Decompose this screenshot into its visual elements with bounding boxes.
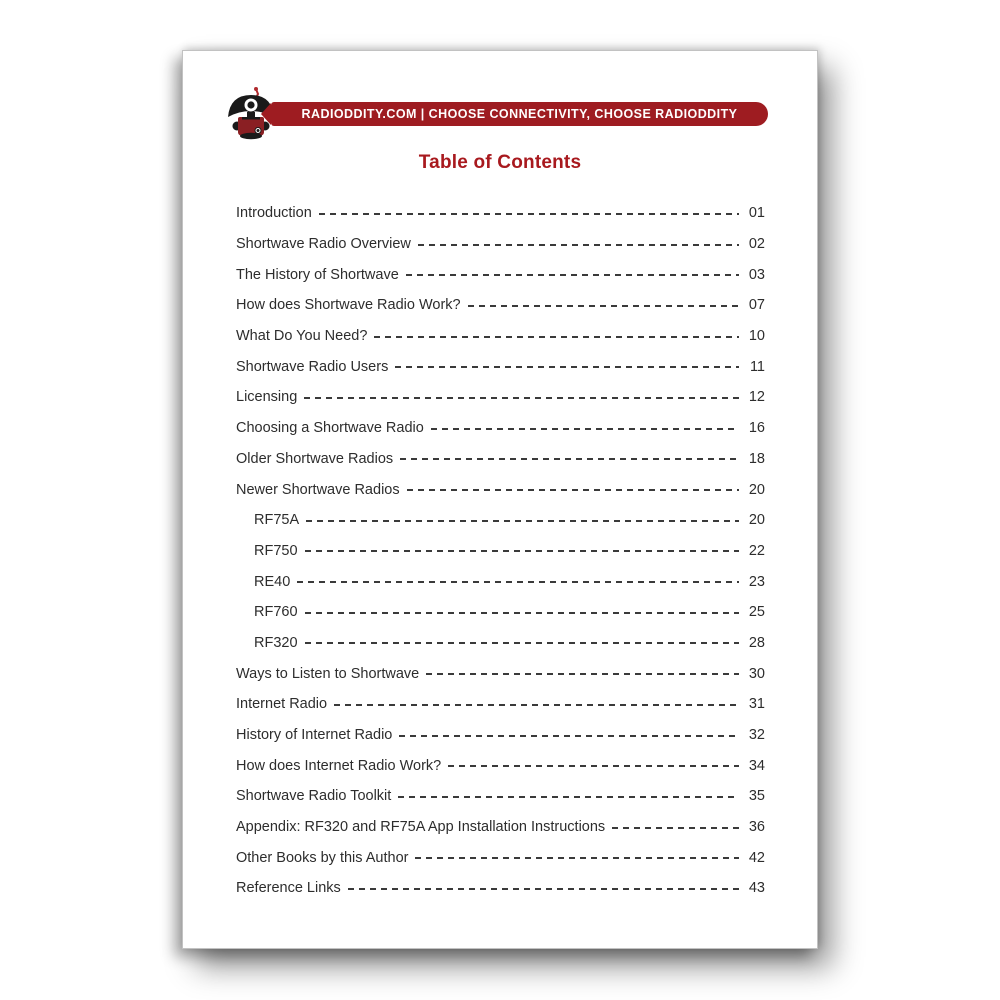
toc-entry-page-number: 34 (748, 757, 765, 774)
header-banner-text: RADIODDITY.COM | CHOOSE CONNECTIVITY, CHOOSE RADIODDITY (301, 107, 738, 121)
toc-entry (236, 351, 765, 382)
toc-leader-dashes (305, 550, 739, 552)
toc-leader-dashes (418, 244, 739, 246)
table-of-contents-list (236, 198, 765, 904)
toc-entry-page-number: 01 (748, 205, 765, 222)
toc-leader-dashes (306, 520, 739, 522)
toc-entry-page-number: 18 (748, 450, 765, 467)
toc-entry-page-number: 32 (748, 727, 765, 744)
toc-leader-dashes (431, 428, 739, 430)
toc-leader-dashes (612, 827, 739, 829)
toc-entry (236, 413, 765, 444)
toc-entry-page-number: 12 (748, 389, 765, 406)
toc-leader-dashes (398, 796, 739, 798)
toc-leader-dashes (406, 274, 739, 276)
toc-entry-label: The History of Shortwave (236, 266, 399, 283)
toc-entry-label: Introduction (236, 205, 312, 222)
toc-entry-label: Shortwave Radio Users (236, 358, 389, 375)
toc-entry-label: How does Shortwave Radio Work? (236, 297, 461, 314)
toc-leader-dashes (400, 458, 739, 460)
toc-entry-page-number: 11 (749, 358, 765, 375)
toc-entry-page-number: 28 (748, 634, 765, 651)
toc-leader-dashes (415, 857, 739, 859)
toc-entry-label: Newer Shortwave Radios (236, 481, 400, 498)
toc-entry-label: RF75A (254, 512, 300, 529)
toc-entry-label: Shortwave Radio Toolkit (236, 788, 392, 805)
toc-entry (236, 198, 765, 229)
toc-entry-label: History of Internet Radio (236, 727, 393, 744)
toc-entry-label: What Do You Need? (236, 328, 368, 345)
toc-entry-page-number: 03 (748, 266, 765, 283)
toc-entry (236, 873, 765, 904)
toc-leader-dashes (468, 305, 739, 307)
toc-entry-label: Choosing a Shortwave Radio (236, 420, 424, 437)
toc-entry-page-number: 30 (748, 665, 765, 682)
toc-entry-page-number: 42 (748, 849, 765, 866)
toc-entry-label: How does Internet Radio Work? (236, 757, 442, 774)
toc-leader-dashes (407, 489, 739, 491)
toc-entry-page-number: 20 (748, 481, 765, 498)
toc-entry (236, 750, 765, 781)
toc-entry (236, 505, 765, 536)
toc-entry-label: RF750 (254, 542, 298, 559)
toc-leader-dashes (348, 888, 739, 890)
toc-leader-dashes (374, 336, 739, 338)
toc-entry-page-number: 35 (748, 788, 765, 805)
toc-entry-page-number: 25 (748, 604, 765, 621)
toc-entry (236, 781, 765, 812)
toc-leader-dashes (448, 765, 739, 767)
toc-entry-page-number: 22 (748, 542, 765, 559)
toc-leader-dashes (399, 735, 739, 737)
toc-entry-page-number: 43 (748, 880, 765, 897)
toc-entry (236, 658, 765, 689)
header-banner (271, 102, 768, 126)
toc-entry-label: Shortwave Radio Overview (236, 236, 411, 253)
toc-entry (236, 628, 765, 659)
toc-entry (236, 229, 765, 260)
toc-entry (236, 842, 765, 873)
toc-entry-page-number: 02 (748, 236, 765, 253)
toc-entry (236, 689, 765, 720)
toc-entry-label: Appendix: RF320 and RF75A App Installation Instructions (236, 819, 606, 836)
toc-leader-dashes (305, 612, 739, 614)
toc-entry-page-number: 16 (748, 420, 765, 437)
toc-entry (236, 382, 765, 413)
toc-leader-dashes (426, 673, 739, 675)
toc-entry-label: RF320 (254, 634, 298, 651)
toc-entry-label: RF760 (254, 604, 298, 621)
toc-entry (236, 536, 765, 567)
toc-entry-page-number: 20 (748, 512, 765, 529)
toc-entry-label: Other Books by this Author (236, 849, 409, 866)
toc-leader-dashes (304, 397, 739, 399)
toc-entry-page-number: 23 (748, 573, 765, 590)
toc-entry-label: Licensing (236, 389, 298, 406)
page-title: Table of Contents (418, 152, 582, 173)
toc-entry-label: Reference Links (236, 880, 341, 897)
toc-leader-dashes (334, 704, 739, 706)
toc-entry (236, 321, 765, 352)
toc-entry-label: Older Shortwave Radios (236, 450, 394, 467)
toc-entry (236, 720, 765, 751)
toc-entry-page-number: 07 (748, 297, 765, 314)
toc-entry (236, 597, 765, 628)
toc-leader-dashes (297, 581, 739, 583)
toc-leader-dashes (395, 366, 739, 368)
toc-entry (236, 444, 765, 475)
toc-entry-page-number: 36 (748, 819, 765, 836)
toc-entry-label: Internet Radio (236, 696, 328, 713)
toc-entry-page-number: 10 (748, 328, 765, 345)
toc-entry (236, 290, 765, 321)
toc-entry (236, 259, 765, 290)
toc-entry (236, 566, 765, 597)
document-page (182, 50, 818, 949)
toc-entry (236, 812, 765, 843)
toc-entry-page-number: 31 (748, 696, 765, 713)
toc-entry-label: Ways to Listen to Shortwave (236, 665, 420, 682)
toc-leader-dashes (305, 642, 739, 644)
toc-leader-dashes (319, 213, 739, 215)
toc-entry (236, 474, 765, 505)
toc-entry-label: RE40 (254, 573, 291, 590)
